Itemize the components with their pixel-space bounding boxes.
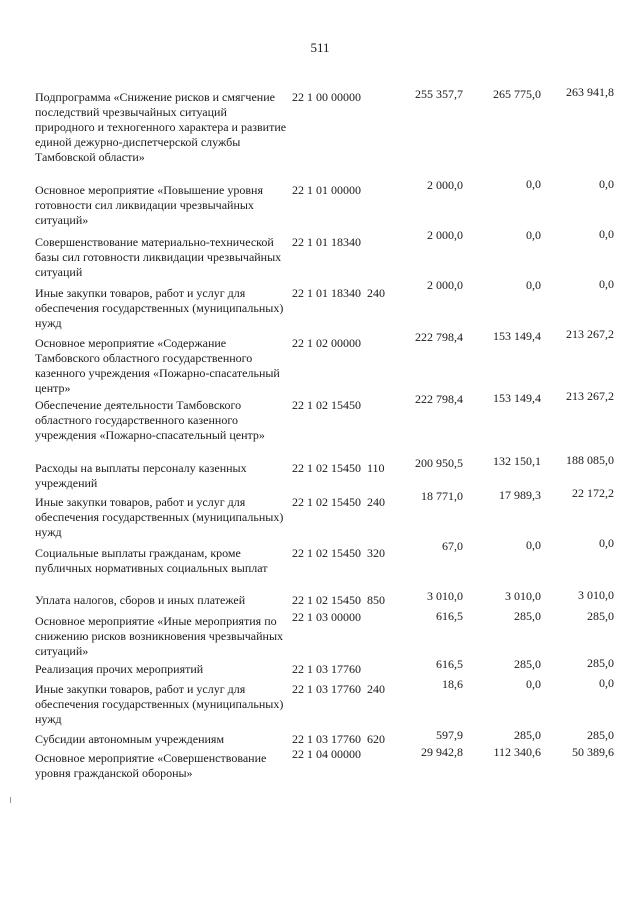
row-value-3: 0,0 bbox=[599, 227, 614, 241]
row-code: 22 1 02 15450 850 bbox=[292, 593, 385, 607]
row-value-2: 0,0 bbox=[526, 177, 541, 191]
row-value-1: 616,5 bbox=[436, 657, 463, 671]
row-code: 22 1 01 18340 240 bbox=[292, 286, 385, 300]
row-name: Совершенствование материально-технической базы сил готовности ликвидации чрезвычайных ситуаций bbox=[35, 235, 282, 279]
row-name: Основное мероприятие «Содержание Тамбовского областного государственного казенного учреждения «Пожарно-спасательный центр» bbox=[35, 336, 280, 395]
row-value-1: 3 010,0 bbox=[427, 589, 463, 603]
row-value-3: 285,0 bbox=[587, 609, 614, 623]
row-name: Основное мероприятие «Иные мероприятия по снижению рисков возникновения чрезвычайных ситуаций» bbox=[35, 614, 284, 658]
row-value-1: 2 000,0 bbox=[427, 228, 463, 242]
row-name: Реализация прочих мероприятий bbox=[35, 662, 204, 676]
row-value-3: 3 010,0 bbox=[578, 588, 614, 602]
row-value-3: 213 267,2 bbox=[566, 327, 614, 341]
row-value-1: 616,5 bbox=[436, 609, 463, 623]
row-value-1: 200 950,5 bbox=[415, 456, 463, 470]
row-code: 22 1 03 17760 bbox=[292, 662, 361, 676]
row-code: 22 1 01 00000 bbox=[292, 183, 361, 197]
scan-mark bbox=[10, 797, 11, 803]
row-value-1: 2 000,0 bbox=[427, 278, 463, 292]
row-value-3: 0,0 bbox=[599, 676, 614, 690]
row-name: Субсидии автономным учреждениям bbox=[35, 732, 225, 746]
row-value-3: 285,0 bbox=[587, 656, 614, 670]
row-value-1: 222 798,4 bbox=[415, 330, 463, 344]
row-value-3: 50 389,6 bbox=[572, 745, 614, 759]
row-code: 22 1 02 15450 110 bbox=[292, 461, 385, 475]
row-value-2: 3 010,0 bbox=[505, 589, 541, 603]
row-value-3: 285,0 bbox=[587, 728, 614, 742]
row-name: Расходы на выплаты персоналу казенных учреждений bbox=[35, 461, 247, 490]
row-value-1: 29 942,8 bbox=[421, 745, 463, 759]
row-value-1: 2 000,0 bbox=[427, 178, 463, 192]
row-value-1: 18 771,0 bbox=[421, 489, 463, 503]
row-code: 22 1 01 18340 bbox=[292, 235, 361, 249]
row-code: 22 1 02 15450 bbox=[292, 398, 361, 412]
row-name: Основное мероприятие «Повышение уровня готовности сил ликвидации чрезвычайных ситуаций» bbox=[35, 183, 263, 227]
row-name: Иные закупки товаров, работ и услуг для обеспечения государственных (муниципальных) нужд bbox=[35, 286, 284, 330]
row-value-2: 265 775,0 bbox=[493, 87, 541, 101]
row-name: Иные закупки товаров, работ и услуг для обеспечения государственных (муниципальных) нужд bbox=[35, 682, 284, 726]
row-value-2: 285,0 bbox=[514, 657, 541, 671]
row-value-2: 285,0 bbox=[514, 609, 541, 623]
row-code: 22 1 03 17760 240 bbox=[292, 682, 385, 696]
row-value-2: 0,0 bbox=[526, 228, 541, 242]
row-value-2: 285,0 bbox=[514, 728, 541, 742]
row-value-3: 263 941,8 bbox=[566, 85, 614, 99]
row-value-2: 17 989,3 bbox=[499, 488, 541, 502]
row-value-2: 112 340,6 bbox=[493, 745, 541, 759]
row-value-2: 153 149,4 bbox=[493, 391, 541, 405]
row-code: 22 1 00 00000 bbox=[292, 90, 361, 104]
row-code: 22 1 03 17760 620 bbox=[292, 732, 385, 746]
row-value-2: 0,0 bbox=[526, 538, 541, 552]
row-name: Иные закупки товаров, работ и услуг для обеспечения государственных (муниципальных) нужд bbox=[35, 495, 284, 539]
row-name: Подпрограмма «Снижение рисков и смягчение последствий чрезвычайных ситуаций природного и техногенного характера и развитие единой дежурно-диспетчерской службы Тамбовской области» bbox=[35, 90, 287, 164]
row-name: Основное мероприятие «Совершенствование уровня гражданской обороны» bbox=[35, 751, 267, 780]
row-code: 22 1 04 00000 bbox=[292, 747, 361, 761]
page-number: 511 bbox=[310, 40, 330, 55]
row-value-1: 597,9 bbox=[436, 728, 463, 742]
row-code: 22 1 02 15450 320 bbox=[292, 546, 385, 560]
row-value-2: 0,0 bbox=[526, 278, 541, 292]
row-value-3: 213 267,2 bbox=[566, 389, 614, 403]
row-value-1: 18,6 bbox=[442, 677, 463, 691]
row-value-2: 0,0 bbox=[526, 677, 541, 691]
row-name: Социальные выплаты гражданам, кроме публичных нормативных социальных выплат bbox=[35, 546, 268, 575]
row-value-3: 0,0 bbox=[599, 177, 614, 191]
row-value-1: 222 798,4 bbox=[415, 392, 463, 406]
row-code: 22 1 03 00000 bbox=[292, 610, 361, 624]
row-value-3: 0,0 bbox=[599, 277, 614, 291]
row-value-1: 67,0 bbox=[442, 539, 463, 553]
row-value-1: 255 357,7 bbox=[415, 87, 463, 101]
row-value-3: 188 085,0 bbox=[566, 453, 614, 467]
row-code: 22 1 02 00000 bbox=[292, 336, 361, 350]
row-value-3: 22 172,2 bbox=[572, 486, 614, 500]
row-value-2: 132 150,1 bbox=[493, 454, 541, 468]
row-value-3: 0,0 bbox=[599, 536, 614, 550]
row-value-2: 153 149,4 bbox=[493, 329, 541, 343]
row-code: 22 1 02 15450 240 bbox=[292, 495, 385, 509]
row-name: Обеспечение деятельности Тамбовского областного государственного казенного учреждения «Пожарно-спасательный центр» bbox=[35, 398, 265, 442]
row-name: Уплата налогов, сборов и иных платежей bbox=[35, 593, 246, 607]
